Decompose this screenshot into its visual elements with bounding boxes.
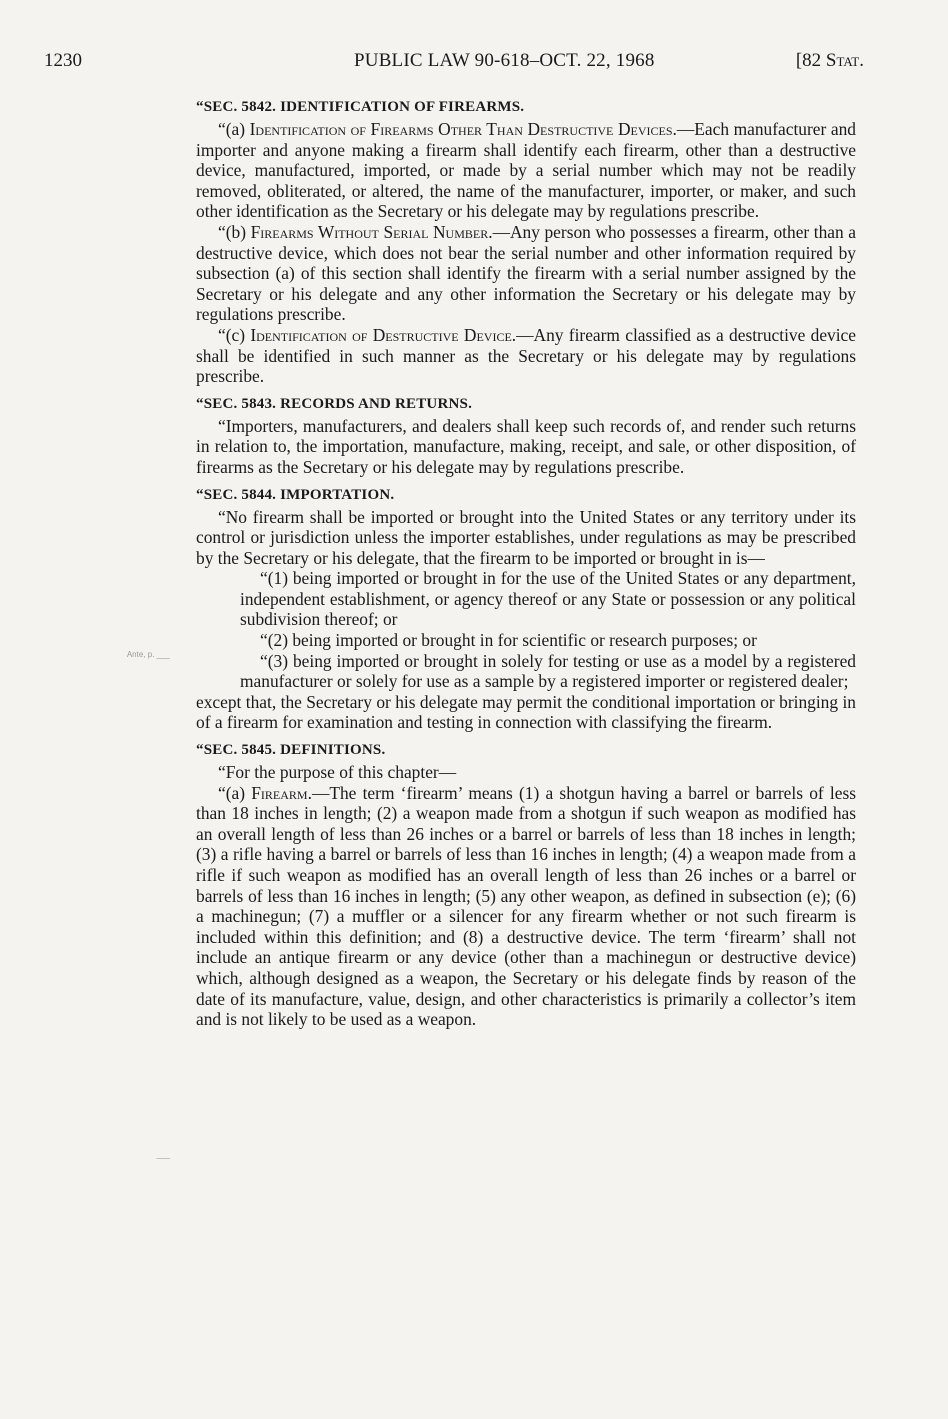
section-heading-5843: “SEC. 5843. RECORDS AND RETURNS. — [196, 395, 473, 412]
label: “(a) — [218, 119, 250, 139]
list-item-5844-1: “(1) being imported or brought in for the use of the United States or any department, independent establishment, or agency thereof or any State or possession or any political subdivision thereof; or — [240, 568, 856, 630]
running-title: PUBLIC LAW 90-618–OCT. 22, 1968 — [354, 50, 655, 71]
page-number: 1230 — [44, 50, 82, 71]
document-body — [196, 94, 856, 1030]
stat-volume: [82 — [795, 50, 822, 71]
label: “(c) — [218, 324, 251, 345]
subsection-title: Firearm. — [251, 782, 312, 803]
statute-reference — [796, 50, 864, 72]
label: “(a) — [218, 782, 252, 803]
section-heading-5845: “SEC. 5845. DEFINITIONS. — [196, 742, 386, 759]
subsection-title: Identification of Firearms Other Than Destructive Devices. — [249, 119, 677, 139]
margin-note: ___ — [156, 1150, 170, 1159]
section-heading-5844: “SEC. 5844. IMPORTATION. — [196, 486, 395, 503]
subsection-title: Identification of Destructive Device. — [250, 324, 517, 345]
paragraph-5844-intro: “No firearm shall be imported or brought into the United States or any territory under its control or jurisdiction unless the importer establishes, under regulations as may be prescribed by the Secretary or his delegate, that the firearm to be imported or brought in is— — [196, 506, 856, 568]
paragraph-5842-a — [196, 119, 856, 222]
paragraph-5842-c — [196, 325, 856, 387]
subsection-title: Firearms Without Serial Number. — [250, 221, 493, 242]
margin-note: Ante, p. ___ — [126, 650, 170, 659]
paragraph-5842-b — [196, 222, 856, 325]
section-heading-5842: “SEC. 5842. IDENTIFICATION OF FIREARMS. — [196, 99, 525, 115]
paragraph-5843: “Importers, manufacturers, and dealers shall keep such records of, and render such returns in relation to, the importation, manufacture, making, receipt, and sale, or other disposition, of firearms as the Secretary or his delegate may by regulations prescribe. — [196, 415, 856, 477]
subsection-text: —Any person who possesses a firearm, other than a destructive device, which does not bear the serial number and other information required by subsection (a) of this section shall identify the firearm with a serial number assigned by the Secretary or his delegate and any other information the Secretary or his delegate may by regulations prescribe. — [196, 221, 856, 325]
subsection-text: —Each manufacturer and importer and anyone making a firearm shall identify each firearm, other than a destructive device, manufactured, imported, or made by a serial number which may not be readily removed, obliterated, or altered, the name of the manufacturer, importer, or maker, and such other identification as the Secretary or his delegate may by regulations prescribe. — [196, 119, 856, 222]
label: “(b) — [218, 221, 251, 242]
stat-label: Stat. — [825, 50, 864, 71]
paragraph-5844-closing: except that, the Secretary or his delegate may permit the conditional importation or bringing in of a firearm for examination and testing in connection with classifying the firearm. — [196, 691, 856, 733]
page-header — [44, 50, 864, 80]
subsection-text: —Any firearm classified as a destructive device shall be identified in such manner as the Secretary or his delegate may by regulations prescribe. — [196, 324, 856, 387]
list-item-5844-2: “(2) being imported or brought in for scientific or research purposes; or — [260, 630, 757, 651]
subsection-text: —The term ‘firearm’ means (1) a shotgun having a barrel or barrels of less than 18 inches in length; (2) a weapon made from a shotgun if such weapon as modified has an overall length of less than 26 inches or a barrel or barrels of less than 18 inches in length; (3) a rifle having a barrel or barrels of less than 16 inches in length; (4) a weapon made from a rifle if such weapon as modified has an overall length of less than 26 inches or a barrel or barrels of less than 16 inches in length; (5) any other weapon, as defined in subsection (e); (6) a machinegun; (7) a muffler or a silencer for any firearm whether or not such firearm is included within this definition; and (8) a destructive device. The term ‘firearm’ shall not include an antique firearm or any device (other than a machinegun or destructive device) which, although designed as a weapon, the Secretary or his delegate finds by reason of the date of its manufacture, value, design, and other characteristics is primarily a collector’s item and is not likely to be used as a weapon. — [196, 782, 857, 1030]
paragraph-5845-a — [196, 783, 856, 1030]
list-item-5844-3: “(3) being imported or brought in solely for testing or use as a model by a registered manufacturer or solely for use as a sample by a registered importer or registered dealer; — [240, 650, 856, 692]
paragraph-5845-intro: “For the purpose of this chapter— — [218, 762, 457, 783]
